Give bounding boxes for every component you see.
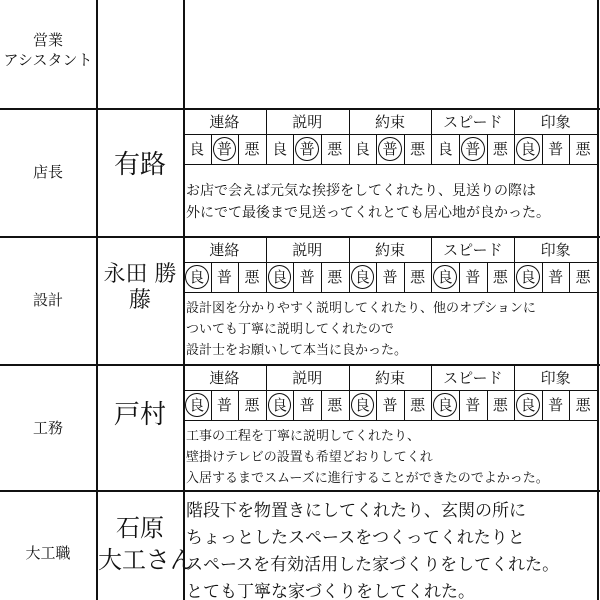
rating-category-label: スピード: [443, 369, 503, 387]
rating-category-label: 連絡: [209, 241, 240, 259]
rating-grade-cell: 悪: [244, 140, 260, 158]
rating-selected-circle: [185, 393, 209, 417]
rating-grade-cell: 悪: [327, 396, 343, 414]
rating-grade-cell: 普: [465, 140, 481, 158]
rating-selected-circle: [516, 393, 540, 417]
rating-grade-cell: 悪: [327, 140, 343, 158]
rating-grade-cell: 悪: [244, 396, 260, 414]
rating-category-label: 説明: [292, 241, 323, 259]
rating-grade-cell: 良: [520, 268, 536, 286]
rating-category-label: スピード: [443, 241, 503, 259]
rating-grade-cell: 良: [272, 268, 288, 286]
rating-selected-circle: [516, 265, 540, 289]
rating-grade-cell: 良: [520, 396, 536, 414]
rating-category-label: 約束: [374, 241, 405, 259]
rating-category-label: 連絡: [209, 369, 240, 387]
rating-grade-cell: 普: [299, 396, 315, 414]
rating-grade-cell: 良: [437, 396, 453, 414]
rating-selected-circle: [295, 137, 319, 161]
rating-selected-circle: [433, 393, 457, 417]
rating-category-label: スピード: [443, 113, 503, 131]
rating-grade-cell: 良: [189, 268, 205, 286]
rating-grade-cell: 悪: [327, 268, 343, 286]
rating-grade-cell: 悪: [410, 140, 426, 158]
rating-grade-cell: 悪: [244, 268, 260, 286]
rating-grade-cell: 普: [382, 396, 398, 414]
rating-grade-cell: 悪: [492, 396, 508, 414]
rating-selected-circle: [351, 393, 375, 417]
rating-line: [183, 292, 597, 293]
rating-grade-cell: 普: [548, 140, 564, 158]
rating-category-label: 説明: [292, 369, 323, 387]
comment-carpenter: 階段下を物置きにしてくれたり、玄関の所に ちょっとしたスペースをつくってくれたりと スペースを有効活用した家づくりをしてくれた。 とても丁寧な家づくりをしてくれた。: [186, 501, 560, 600]
column-divider: [183, 0, 185, 600]
rating-category-label: 約束: [374, 113, 405, 131]
rating-grade-cell: 良: [354, 268, 370, 286]
rating-category-label: 印象: [540, 369, 571, 387]
rating-grade-cell: 普: [382, 140, 398, 158]
rating-grade-cell: 悪: [575, 396, 591, 414]
signature-store-manager: 有路: [113, 150, 166, 180]
comment-construction: 工事の工程を丁寧に説明してくれたり、 壁掛けテレビの設置も希望どおりしてくれ 入居するまでスムーズに進行することができたのでよかった。: [186, 429, 549, 486]
signature-carpenter: 石原 大工さん: [98, 514, 194, 574]
column-divider: [597, 0, 599, 600]
rating-line: [183, 164, 597, 165]
rating-grade-cell: 普: [216, 396, 232, 414]
signature-design: 永田 勝藤: [103, 262, 177, 313]
rating-selected-circle: [433, 265, 457, 289]
rating-grade-cell: 悪: [410, 268, 426, 286]
row-divider: [0, 490, 600, 492]
comment-store-manager: お店で会えば元気な挨拶をしてくれたり、見送りの際は 外にでて最後まで見送ってくれとても居心地が良かった。: [186, 183, 550, 221]
rating-grade-cell: 悪: [575, 268, 591, 286]
rating-selected-circle: [516, 137, 540, 161]
rating-grade-cell: 普: [299, 268, 315, 286]
rating-grade-cell: 普: [548, 396, 564, 414]
role-label-store-manager: 店長: [32, 163, 63, 181]
rating-line: [183, 420, 597, 421]
rating-grade-cell: 良: [520, 140, 536, 158]
rating-grade-cell: 良: [354, 140, 370, 158]
rating-grade-cell: 良: [354, 396, 370, 414]
signature-construction: 戸村: [113, 400, 166, 430]
rating-grade-cell: 良: [189, 140, 205, 158]
rating-grade-cell: 良: [189, 396, 205, 414]
rating-grade-cell: 普: [548, 268, 564, 286]
rating-category-label: 印象: [540, 113, 571, 131]
role-label-carpenter: 大工職: [25, 544, 71, 562]
rating-grade-cell: 悪: [575, 140, 591, 158]
rating-selected-circle: [185, 265, 209, 289]
rating-grade-cell: 普: [299, 140, 315, 158]
rating-grade-cell: 悪: [410, 396, 426, 414]
rating-grade-cell: 良: [272, 396, 288, 414]
rating-grade-cell: 普: [465, 396, 481, 414]
role-label-construction: 工務: [32, 419, 63, 437]
rating-grade-cell: 良: [272, 140, 288, 158]
rating-grade-cell: 良: [437, 268, 453, 286]
rating-grade-cell: 普: [465, 268, 481, 286]
rating-selected-circle: [351, 265, 375, 289]
role-label-design: 設計: [32, 291, 63, 309]
comment-design: 設計図を分かりやすく説明してくれたり、他のオプションに ついても丁寧に説明してくれたので 設計士をお願いして本当に良かった。: [186, 301, 536, 358]
rating-selected-circle: [461, 137, 485, 161]
rating-grade-cell: 悪: [492, 268, 508, 286]
rating-category-label: 連絡: [209, 113, 240, 131]
rating-grade-cell: 悪: [492, 140, 508, 158]
rating-selected-circle: [213, 137, 237, 161]
rating-category-label: 印象: [540, 241, 571, 259]
role-label-sales-assistant: 営業 アシスタント: [3, 31, 93, 69]
rating-grade-cell: 良: [437, 140, 453, 158]
rating-grade-cell: 普: [216, 268, 232, 286]
rating-grade-cell: 普: [382, 268, 398, 286]
rating-grade-cell: 普: [216, 140, 232, 158]
rating-category-label: 説明: [292, 113, 323, 131]
rating-selected-circle: [378, 137, 402, 161]
rating-category-label: 約束: [374, 369, 405, 387]
